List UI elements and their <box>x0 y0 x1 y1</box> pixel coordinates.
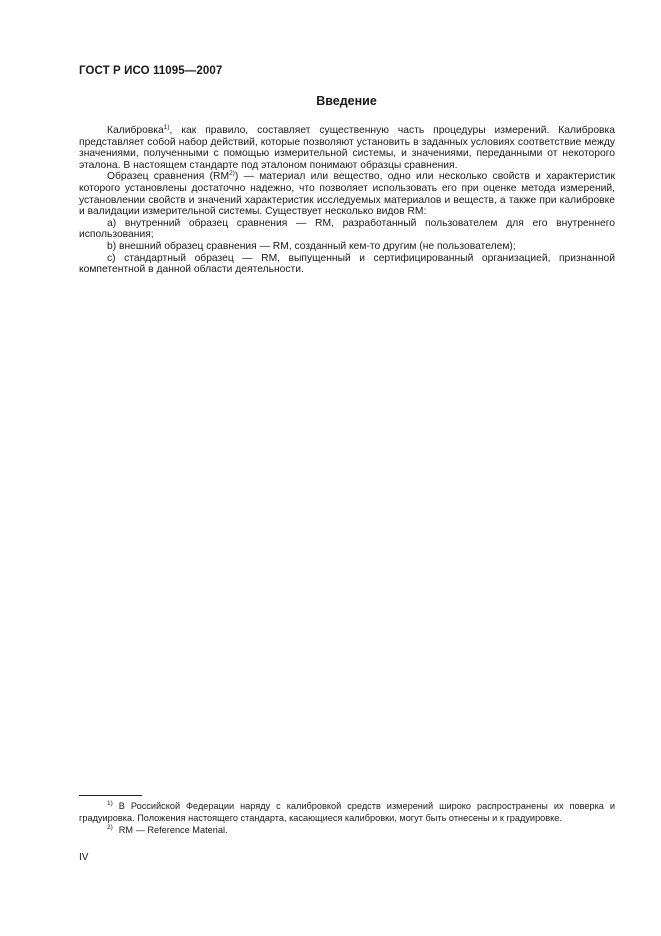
paragraph-text: , как правило, составляет существенную часть процедуры измерений. Калибровка представляет собой набор действий, которые позволяют установить в заданных условиях соответствие между значениями, полученными с помощью измерительной системы, и значениями, переданными от некоторого эталона. В настоящем стандарте под эталоном понимают образцы сравнения. <box>79 125 615 171</box>
section-title: Введение <box>316 94 377 108</box>
paragraph-calibration <box>79 125 615 171</box>
footnotes <box>79 800 615 837</box>
footnote-ref-1: 1) <box>163 124 170 131</box>
footnote-text-2: RM — Reference Material. <box>118 825 228 836</box>
footnote-text-1: В Российской Федерации наряду с калибровкой средств измерений широко распространены их поверка и градуировка. Положения настоящего стандарта, касающиеся калибровки, могут быть отнесены и к градуировке. <box>79 801 615 824</box>
paragraph-text: Образец сравнения (RM <box>107 171 230 183</box>
footnote-ref-2: 2) <box>229 170 235 178</box>
introduction-body <box>79 125 615 276</box>
standard-code-header: ГОСТ Р ИСО 11095—2007 <box>79 65 223 77</box>
footnote-mark-2: 2) <box>107 824 113 832</box>
list-item-b: b) внешний образец сравнения — RM, созданный кем-то другим (не пользователем); <box>107 240 516 252</box>
footnote-2 <box>79 824 615 836</box>
page-number: IV <box>79 852 89 863</box>
paragraph-reference-material <box>79 171 615 217</box>
footnote-mark-1: 1) <box>107 800 113 807</box>
paragraph-text: Калибровка <box>107 125 164 136</box>
footnote-1 <box>79 800 615 824</box>
paragraph-text: ) — материал или вещество, одно или несколько свойств и характеристик которого установлены достаточно надежно, что позволяет использовать его при оценке метода измерений, установлении свойств и значений характеристик исследуемых материалов и веществ, а также при калибровке и валидации измерительной системы. Существует несколько видов RM: <box>79 171 616 218</box>
list-item-c: c) стандартный образец — RM, выпущенный и сертифицированный организацией, признанной компетентной в данной области деятельности. <box>79 252 615 276</box>
list-item-a: a) внутренний образец сравнения — RM, разработанный пользователем для его внутреннего использования; <box>79 217 615 241</box>
footnote-separator <box>79 795 142 796</box>
